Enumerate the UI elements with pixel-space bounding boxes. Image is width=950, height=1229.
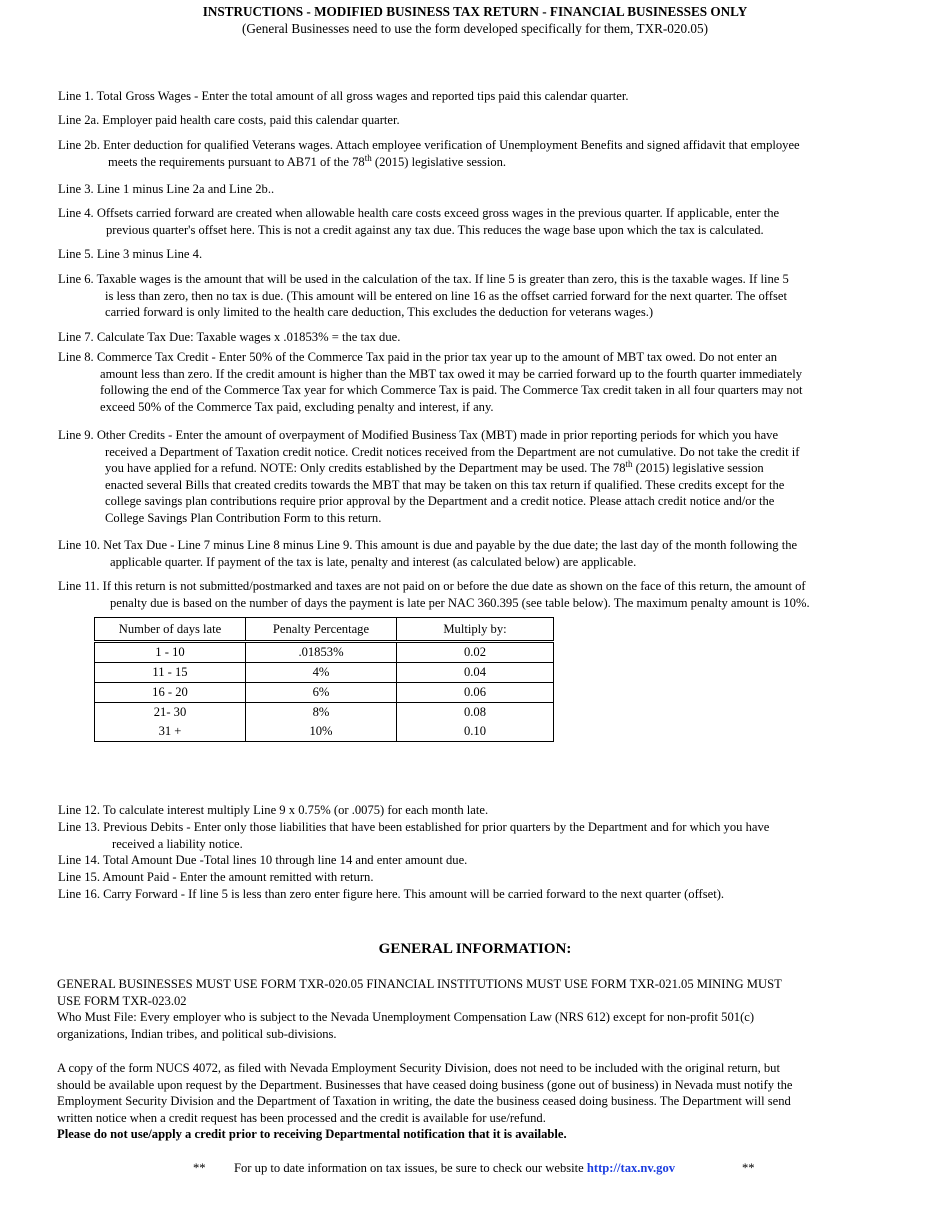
line-4-text-1: Line 4. Offsets carried forward are created when allowable health care costs exceed gross wages in the previous quarter. If applicable, enter the xyxy=(58,206,780,220)
table-header-row xyxy=(95,618,554,642)
line-2b-text-2b: (2015) legislative session. xyxy=(371,154,507,169)
line-6-instruction xyxy=(58,271,900,321)
general-text-line: should be available upon request by the Department. Businesses that have ceased doing business (gone out of business) in Nevada must notify the xyxy=(57,1077,793,1092)
line-1-instruction: Line 1. Total Gross Wages - Enter the total amount of all gross wages and reported tips paid this calendar quarter. xyxy=(58,89,629,103)
line-2b-text-2 xyxy=(58,154,900,171)
table-cell: 10% xyxy=(246,722,397,742)
line-13-instruction xyxy=(58,819,900,852)
general-info-paragraph-2 xyxy=(57,1060,887,1143)
page-subtitle: (General Businesses need to use the form developed specifically for them, TXR-020.05) xyxy=(242,21,708,36)
general-info-paragraph-1 xyxy=(57,976,887,1042)
line-9-text-4: enacted several Bills that created credits towards the MBT that may be taken on this tax return if qualified. These credits except for the xyxy=(105,477,785,492)
superscript-th: th xyxy=(364,152,372,163)
line-2a-instruction: Line 2a. Employer paid health care costs, paid this calendar quarter. xyxy=(58,113,400,127)
website-link[interactable]: http://tax.nv.gov xyxy=(586,1161,676,1175)
table-header: Penalty Percentage xyxy=(246,618,397,642)
line-14-instruction: Line 14. Total Amount Due -Total lines 10 through line 14 and enter amount due. xyxy=(58,853,468,867)
table-header: Number of days late xyxy=(95,618,246,642)
table-row xyxy=(95,722,554,742)
line-13-text-1: Line 13. Previous Debits - Enter only those liabilities that have been established for prior quarters by the Department and for which you have xyxy=(58,820,770,834)
line-11-text-2: penalty due is based on the number of days the payment is late per NAC 360.395 (see table below). The maximum penalty amount is 10%. xyxy=(110,595,810,610)
table-cell: 11 - 15 xyxy=(95,663,246,683)
footer-text xyxy=(234,1160,675,1176)
line-9-instruction xyxy=(58,427,900,527)
general-text-line: written notice when a credit request has been processed and the credit is available for use/refund. xyxy=(57,1110,546,1125)
table-row xyxy=(95,683,554,703)
line-2b-text-1: Line 2b. Enter deduction for qualified Veterans wages. Attach employee verification of Unemployment Benefits and signed affidavit that employee xyxy=(58,138,800,152)
line-4-text-2: previous quarter's offset here. This is not a credit against any tax due. This reduces the wage base upon which the tax is calculated. xyxy=(106,222,764,237)
line-6-text-1: Line 6. Taxable wages is the amount that will be used in the calculation of the tax. If line 5 is greater than zero, this is the taxable wages. If line 5 xyxy=(58,272,789,286)
table-cell: 31 + xyxy=(95,722,246,742)
table-cell: 1 - 10 xyxy=(95,642,246,663)
line-8-text-2: amount less than zero. If the credit amount is higher than the MBT tax owed it may be carried forward up to the fourth quarter immediately xyxy=(100,366,803,381)
line-6-text-3: carried forward is only limited to the health care deduction, This excludes the deduction for veterans wages.) xyxy=(105,305,654,320)
footer-stars-left: ** xyxy=(193,1161,206,1175)
page-title: INSTRUCTIONS - MODIFIED BUSINESS TAX RETURN - FINANCIAL BUSINESSES ONLY xyxy=(202,4,748,19)
line-11-text-1: Line 11. If this return is not submitted/postmarked and taxes are not paid on or before the due date as shown on the face of this return, the amount of xyxy=(58,579,806,593)
footer-stars-right: ** xyxy=(742,1161,755,1175)
line-9-text-5: college savings plan contributions require prior approval by the Department and a credit notice. Please attach credit notice and/or the xyxy=(105,494,775,509)
general-information-heading: GENERAL INFORMATION: xyxy=(378,941,572,957)
line-9-text-6: College Savings Plan Contribution Form to this return. xyxy=(105,510,382,525)
general-text-line: Employment Security Division and the Department of Taxation in writing, the date the business ceased doing business. The Department will send xyxy=(57,1094,791,1109)
line-10-text-1: Line 10. Net Tax Due - Line 7 minus Line 8 minus Line 9. This amount is due and payable by the due date; the last day of the month following the xyxy=(58,538,798,552)
table-cell: 16 - 20 xyxy=(95,683,246,703)
general-text-line: USE FORM TXR-023.02 xyxy=(57,993,187,1008)
table-cell: 0.10 xyxy=(397,722,554,742)
line-4-instruction xyxy=(58,205,900,238)
credit-warning: Please do not use/apply a credit prior to receiving Departmental notification that it is available. xyxy=(57,1127,567,1142)
line-16-instruction: Line 16. Carry Forward - If line 5 is less than zero enter figure here. This amount will be carried forward to the next quarter (offset). xyxy=(58,887,725,901)
line-11-instruction xyxy=(58,578,900,611)
general-text-line: A copy of the form NUCS 4072, as filed with Nevada Employment Security Division, does not need to be included with the original return, but xyxy=(57,1061,780,1075)
line-9-text-1: Line 9. Other Credits - Enter the amount of overpayment of Modified Business Tax (MBT) made in prior reporting periods for which you have xyxy=(58,428,779,442)
line-5-instruction: Line 5. Line 3 minus Line 4. xyxy=(58,247,203,261)
line-10-text-2: applicable quarter. If payment of the tax is late, penalty and interest (as calculated below) are applicable. xyxy=(110,554,637,569)
table-row xyxy=(95,642,554,663)
general-text-line: Who Must File: Every employer who is subject to the Nevada Unemployment Compensation Law (NRS 612) except for non-profit 501(c) xyxy=(57,1010,755,1025)
line-8-instruction xyxy=(58,349,900,415)
general-text-line: GENERAL BUSINESSES MUST USE FORM TXR-020.05 FINANCIAL INSTITUTIONS MUST USE FORM TXR-021.05 MINING MUST xyxy=(57,977,782,991)
footer-text-body: For up to date information on tax issues, be sure to check our website xyxy=(234,1161,587,1175)
line-8-text-4: exceed 50% of the Commerce Tax paid, excluding penalty and interest, if any. xyxy=(100,399,494,414)
table-cell: 0.06 xyxy=(397,683,554,703)
line-3-instruction: Line 3. Line 1 minus Line 2a and Line 2b.. xyxy=(58,182,275,196)
line-9-text-3b: (2015) legislative session xyxy=(632,461,764,476)
general-text-line: organizations, Indian tribes, and political sub-divisions. xyxy=(57,1026,337,1041)
line-15-instruction: Line 15. Amount Paid - Enter the amount remitted with return. xyxy=(58,870,374,884)
line-13-text-2: received a liability notice. xyxy=(112,836,243,851)
table-cell: .01853% xyxy=(246,642,397,663)
line-8-text-3: following the end of the Commerce Tax year for which Commerce Tax is paid. The Commerce Tax credit taken in all four quarters may not xyxy=(100,383,803,398)
line-12-instruction: Line 12. To calculate interest multiply Line 9 x 0.75% (or .0075) for each month late. xyxy=(58,803,489,817)
line-2b-text-2a: meets the requirements pursuant to AB71 of the 78 xyxy=(108,154,365,169)
line-9-text-3a: you have applied for a refund. NOTE: Only credits established by the Department may be used. The 78 xyxy=(105,461,626,476)
table-cell: 4% xyxy=(246,663,397,683)
table-cell: 8% xyxy=(246,703,397,723)
superscript-th: th xyxy=(625,459,633,469)
line-9-text-3 xyxy=(58,460,900,477)
table-cell: 0.08 xyxy=(397,703,554,723)
table-cell: 0.04 xyxy=(397,663,554,683)
table-header: Multiply by: xyxy=(397,618,554,642)
table-row xyxy=(95,663,554,683)
line-9-text-2: received a Department of Taxation credit notice. Credit notices received from the Department are not cumulative. Do not take the credit if xyxy=(105,444,800,459)
line-8-text-1: Line 8. Commerce Tax Credit - Enter 50% of the Commerce Tax paid in the prior tax year up to the amount of MBT tax owed. Do not enter an xyxy=(58,350,778,364)
table-cell: 21- 30 xyxy=(95,703,246,723)
table-cell: 6% xyxy=(246,683,397,703)
line-10-instruction xyxy=(58,537,900,570)
line-2b-instruction xyxy=(58,137,900,170)
penalty-table xyxy=(94,617,554,742)
line-6-text-2: is less than zero, then no tax is due. (This amount will be entered on line 16 as the offset carried forward for the next quarter. The offset xyxy=(105,288,787,303)
line-7-instruction: Line 7. Calculate Tax Due: Taxable wages x .01853% = the tax due. xyxy=(58,330,401,344)
table-row xyxy=(95,703,554,723)
table-cell: 0.02 xyxy=(397,642,554,663)
